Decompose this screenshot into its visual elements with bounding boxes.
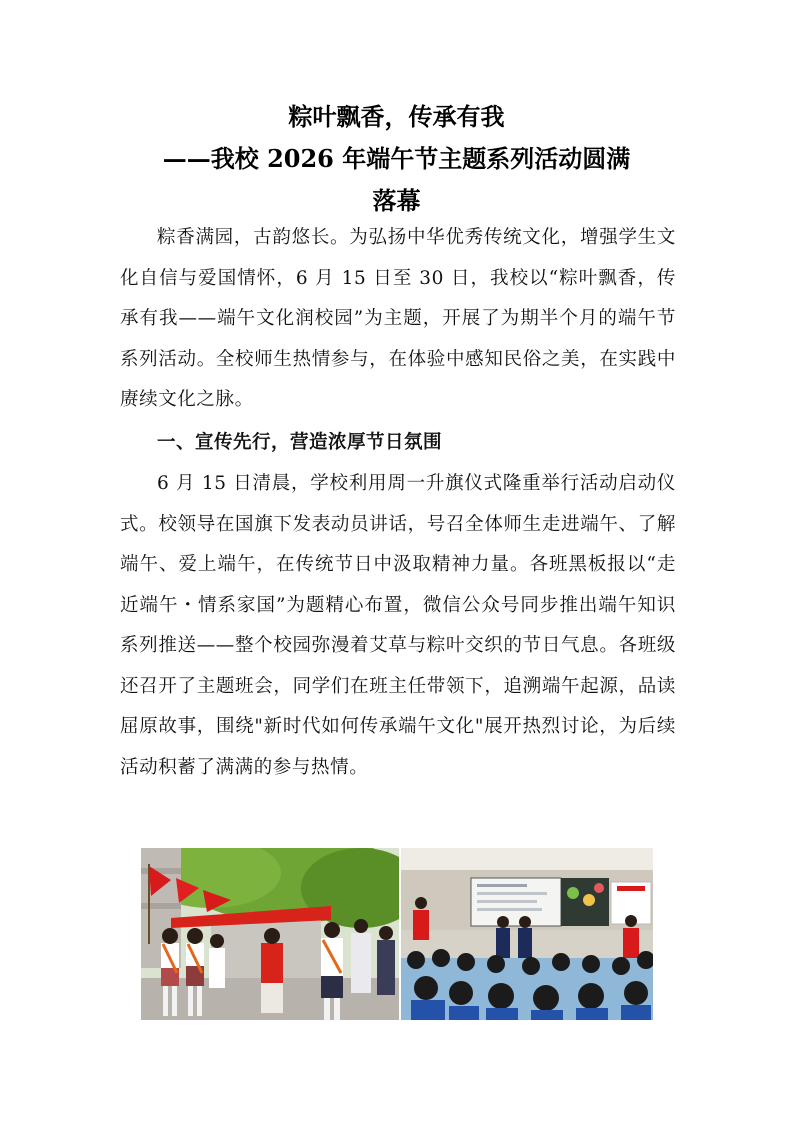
section-1-paragraph: 6 月 15 日清晨，学校利用周一升旗仪式隆重举行活动启动仪式。校领导在国旗下发表动员讲话，号召全体师生走进端午、了解端午、爱上端午，在传统节日中汲取精神力量。各班黑板报以“走近端午・情系家国”为题精心布置，微信公众号同步推出端午知识系列推送——整个校园弥漫着艾草与粽叶交织的节日气息。各班级还召开了主题班会，同学们在班主任带领下，追溯端午起源，品读屈原故事，围绕"新时代如何传承端午文化"展开热烈讨论，为后续活动积蓄了满满的参与热情。	[120, 473, 676, 778]
section-heading-1: 一、宣传先行，营造浓厚节日氛围	[157, 432, 443, 453]
title-line-1: 粽叶飘香，传承有我	[288, 102, 505, 131]
flag-ceremony-photo	[141, 848, 399, 1020]
title-line-2: ——我校 2026 年端午节主题系列活动圆满	[162, 144, 631, 173]
article-title	[0, 96, 793, 222]
photo-row	[141, 848, 653, 1020]
intro-paragraph: 粽香满园，古韵悠长。为弘扬中华优秀传统文化，增强学生文化自信与爱国情怀，6 月 15 日至 30 日，我校以“粽叶飘香，传承有我——端午文化润校园”为主题，开展了为期半个月的端午节系列活动。全校师生热情参与，在体验中感知民俗之美，在实践中赓续文化之脉。	[120, 227, 676, 410]
classroom-meeting-photo	[401, 848, 653, 1020]
title-line-3: 落幕	[372, 186, 421, 215]
